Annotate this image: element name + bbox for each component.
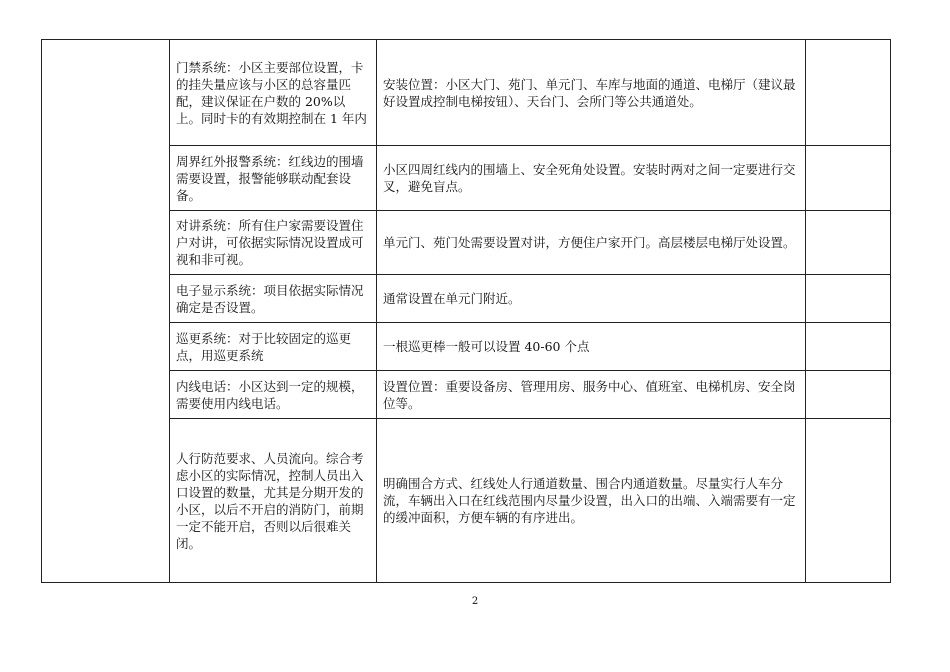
detail-cell: 安装位置：小区大门、苑门、单元门、车库与地面的通道、电梯厅（建议最好设置成控制电梯按钮）、天台门、会所门等公共通道处。 bbox=[377, 40, 806, 146]
system-cell: 门禁系统：小区主要部位设置，卡的挂失量应该与小区的总容量匹配，建议保证在户数的 20%以上。同时卡的有效期控制在 1 年内 bbox=[170, 40, 377, 146]
detail-cell: 通常设置在单元门附近。 bbox=[377, 275, 806, 323]
remarks-cell bbox=[806, 40, 891, 146]
table-row bbox=[42, 40, 891, 146]
system-cell: 周界红外报警系统：红线边的围墙需要设置，报警能够联动配套设备。 bbox=[170, 146, 377, 211]
system-cell: 内线电话：小区达到一定的规模，需要使用内线电话。 bbox=[170, 371, 377, 419]
table-row bbox=[42, 275, 891, 323]
remarks-cell bbox=[806, 371, 891, 419]
remarks-cell bbox=[806, 275, 891, 323]
page-number: 2 bbox=[471, 596, 479, 607]
detail-cell: 设置位置：重要设备房、管理用房、服务中心、值班室、电梯机房、安全岗位等。 bbox=[377, 371, 806, 419]
system-cell: 巡更系统：对于比较固定的巡更点，用巡更系统 bbox=[170, 323, 377, 371]
system-cell: 对讲系统：所有住户家需要设置住户对讲，可依据实际情况设置成可视和非可视。 bbox=[170, 211, 377, 275]
system-cell: 人行防范要求、人员流向。综合考虑小区的实际情况，控制人员出入口设置的数量，尤其是分期开发的小区，以后不开启的消防门，前期一定不能开启，否则以后很难关闭。 bbox=[170, 419, 377, 583]
table-row bbox=[42, 323, 891, 371]
table-row bbox=[42, 146, 891, 211]
table-row bbox=[42, 211, 891, 275]
security-systems-table bbox=[41, 39, 891, 583]
detail-cell: 单元门、苑门处需要设置对讲，方便住户家开门。高层楼层电梯厅处设置。 bbox=[377, 211, 806, 275]
table-row bbox=[42, 419, 891, 583]
remarks-cell bbox=[806, 211, 891, 275]
detail-cell: 小区四周红线内的围墙上、安全死角处设置。安装时两对之间一定要进行交叉，避免盲点。 bbox=[377, 146, 806, 211]
remarks-cell bbox=[806, 323, 891, 371]
detail-cell: 一根巡更棒一般可以设置 40-60 个点 bbox=[377, 323, 806, 371]
remarks-cell bbox=[806, 419, 891, 583]
category-cell bbox=[42, 40, 170, 583]
remarks-cell bbox=[806, 146, 891, 211]
system-cell: 电子显示系统：项目依据实际情况确定是否设置。 bbox=[170, 275, 377, 323]
detail-cell: 明确围合方式、红线处人行通道数量、围合内通道数量。尽量实行人车分流，车辆出入口在红线范围内尽量少设置，出入口的出端、入端需要有一定的缓冲面积，方便车辆的有序进出。 bbox=[377, 419, 806, 583]
table-row bbox=[42, 371, 891, 419]
